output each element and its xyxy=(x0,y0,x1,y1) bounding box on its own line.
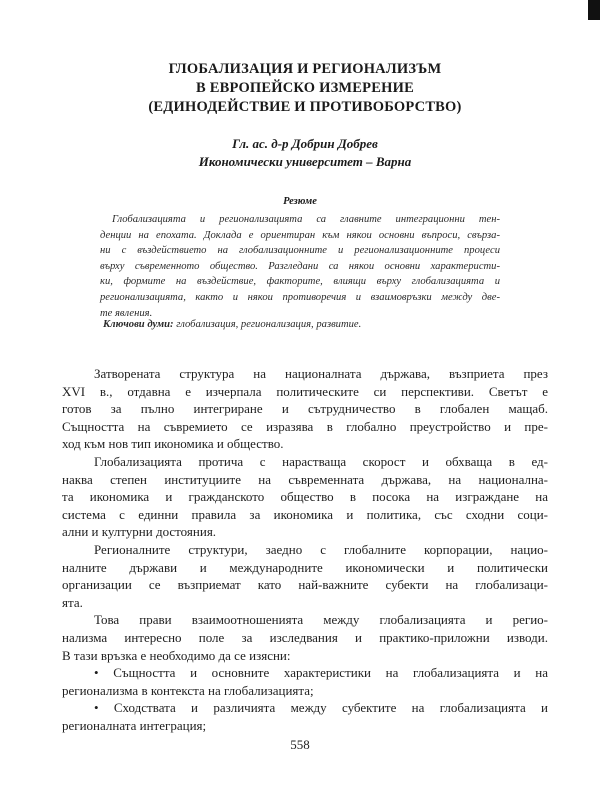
text-line: Същността на съвремието се изразява в глобално преустройство и пре- xyxy=(62,418,548,434)
text-line: • Същността и основните характеристики на глобализацията и на xyxy=(94,665,548,681)
abstract-line: ки, формите на въздействие, факторите, влиящи върху глобализацията и xyxy=(100,276,500,288)
text-line: ход към нов тип икономика и общество. xyxy=(62,436,284,452)
text-line: Глобализацията протича с нарастваща скорост и обхваща в ед- xyxy=(94,453,548,469)
text-line: ята. xyxy=(62,594,83,610)
text-line: Регионалните структури, заедно с глобалните корпорации, нацио- xyxy=(94,541,548,557)
text-line: • Сходствата и различията между субектите на глобализацията и xyxy=(94,700,548,716)
abstract-heading: Резюме xyxy=(283,196,317,207)
keywords-label: Ключови думи: xyxy=(103,319,174,330)
article-title xyxy=(80,60,530,117)
abstract-line: денции на епохата. Доклада е ориентиран към някои основни въпроси, свърза- xyxy=(100,229,500,241)
text-line: готов за пълно интегриране и сътрудничество в глобален мащаб. xyxy=(62,401,548,417)
text-line: та икономика и гражданското общество в посока на изграждане на xyxy=(62,489,548,505)
title-line: ГЛОБАЛИЗАЦИЯ И РЕГИОНАЛИЗЪМ xyxy=(168,61,442,77)
abstract-line: върху съвременното общество. Разгледани са някои основни характеристи- xyxy=(100,260,500,272)
author-name: Гл. ас. д-р Добрин Добрев xyxy=(232,136,378,151)
author-block xyxy=(80,135,530,171)
page-number: 558 xyxy=(290,737,310,752)
abstract-text xyxy=(100,212,500,321)
body-text xyxy=(62,365,548,734)
paragraph xyxy=(62,541,548,611)
text-line: В тази връзка е необходимо да се изясни: xyxy=(62,647,291,663)
abstract-line: ни с въздействието на глобализационните и регионализационните процеси xyxy=(100,245,500,257)
bullet-item xyxy=(62,699,548,734)
text-line: организации се възприемат като най-важните субекти на глобализаци- xyxy=(62,577,548,593)
text-line: наква степен институциите на съвременната държава, на национална- xyxy=(62,471,548,487)
text-line: нализма интересно поле за изследвания и практико-приложни изводи. xyxy=(62,629,548,645)
title-line: (ЕДИНОДЕЙСТВИЕ И ПРОТИВОБОРСТВО) xyxy=(148,99,462,115)
paragraph xyxy=(62,611,548,664)
keywords xyxy=(103,319,503,330)
text-line: XVI в., отдавна е изчерпала политическите си перспективи. Светът е xyxy=(62,383,548,399)
abstract-line: те явления. xyxy=(100,307,153,319)
title-line: В ЕВРОПЕЙСКО ИЗМЕРЕНИЕ xyxy=(196,80,414,96)
text-line: ални и културни достояния. xyxy=(62,524,217,540)
bullet-item xyxy=(62,664,548,699)
paragraph xyxy=(62,365,548,453)
abstract-line: регионализацията, както и някои противоречия и взаимовръзки между двe- xyxy=(100,291,500,303)
author-affiliation: Икономически университет – Варна xyxy=(198,154,412,169)
text-line: система с единни правила за икономика и политика, със сходни соци- xyxy=(62,506,548,522)
text-line: регионалната интеграция; xyxy=(62,717,207,733)
abstract-line: Глобализацията и регионализацията са главните интеграционни тен- xyxy=(112,214,500,225)
text-line: регионализма в контекста на глобализацията; xyxy=(62,682,314,698)
keywords-text: глобализация, регионализация, развитие. xyxy=(173,319,362,330)
text-line: налните държави и международните икономически и политически xyxy=(62,559,548,575)
text-line: Това прави взаимоотношенията между глобализацията и регио- xyxy=(94,612,548,628)
text-line: Затворената структура на националната държава, възприета през xyxy=(94,366,548,381)
paragraph xyxy=(62,453,548,541)
scan-corner-mark xyxy=(588,0,600,20)
